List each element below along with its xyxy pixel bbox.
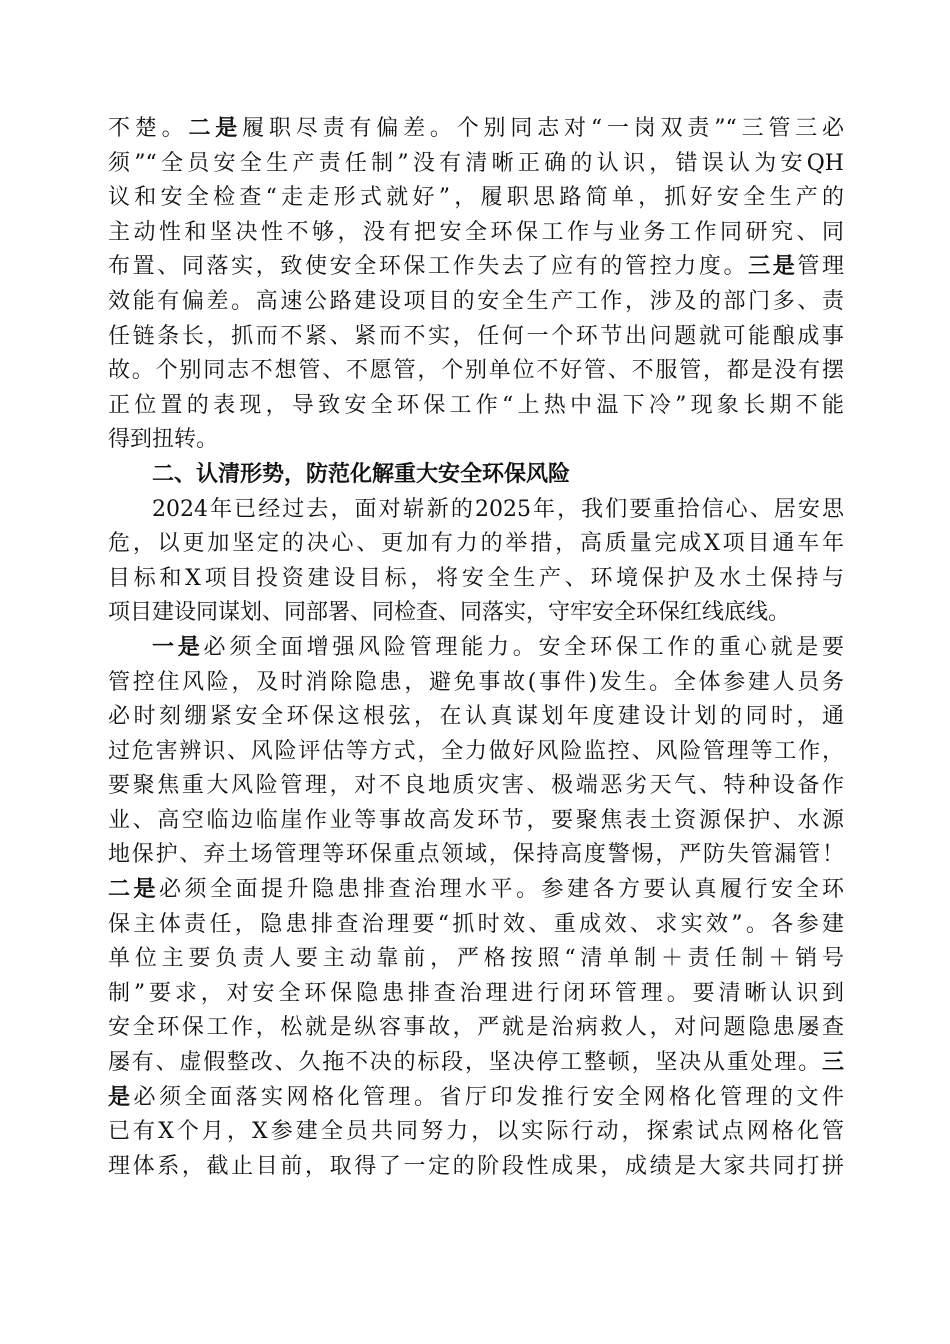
- emphasis-marker: 三是: [748, 254, 798, 280]
- text-line: 项目建设同谋划、同部署、同检查、同落实，守牢安全环保红线底线。: [108, 600, 791, 626]
- emphasis-marker: 二是: [108, 877, 159, 903]
- text-line: 过危害辨识、风险评估等方式，全力做好风险监控、风险管理等工作，: [108, 738, 844, 764]
- text-line: 已有X个月，X参建全员共同努力，以实际行动，探索试点网格化管: [108, 1119, 844, 1145]
- text-line: 单位主要负责人要主动靠前，严格按照“清单制＋责任制＋销号: [108, 946, 844, 972]
- text-line: 议和安全检查“走走形式就好”，履职思路简单，抓好安全生产的: [108, 185, 844, 211]
- text-line: 不楚。二是履职尽责有偏差。个别同志对“一岗双责”“三管三必: [108, 116, 844, 141]
- text-line: 主动性和坚决性不够，没有把安全环保工作与业务工作同研究、同: [108, 219, 844, 245]
- text-line: 正位置的表现，导致安全环保工作“上热中温下冷”现象长期不能: [108, 392, 844, 418]
- emphasis-marker: 三: [821, 1050, 844, 1076]
- text-line: 业、高空临边临崖作业等事故高发环节，要聚焦表土资源保护、水源: [108, 807, 844, 833]
- emphasis-marker: 一是: [152, 634, 204, 660]
- text-line: 理体系，截止目前，取得了一定的阶段性成果，成绩是大家共同打拼: [108, 1153, 844, 1179]
- emphasis-marker: 二是: [188, 116, 243, 141]
- text-line: 得到扭转。: [108, 427, 219, 453]
- text-line: 2024年已经过去，面对崭新的2025年，我们要重拾信心、居安思: [152, 496, 844, 522]
- document-page: [108, 112, 844, 1184]
- text-line: 故。个别同志不想管、不愿管，个别单位不好管、不服管，都是没有摆: [108, 358, 844, 384]
- text-line: 管控住风险，及时消除隐患，避免事故(事件)发生。全体参建人员务: [108, 669, 844, 695]
- text-line: 一是必须全面增强风险管理能力。安全环保工作的重心就是要: [152, 634, 844, 660]
- text-line: 二是必须全面提升隐患排查治理水平。参建各方要认真履行安全环: [108, 877, 844, 903]
- text-line: 危，以更加坚定的决心、更加有力的举措，高质量完成X项目通车年: [108, 531, 844, 557]
- text-line: 制”要求，对安全环保隐患排查治理进行闭环管理。要清晰认识到: [108, 980, 844, 1006]
- text-line: 保主体责任，隐患排查治理要“抓时效、重成效、求实效”。各参建: [108, 911, 844, 937]
- text-line: 效能有偏差。高速公路建设项目的安全生产工作，涉及的部门多、责: [108, 288, 844, 314]
- text-line: 目标和X项目投资建设目标，将安全生产、环境保护及水土保持与: [108, 565, 844, 591]
- text-line: 布置、同落实，致使安全环保工作失去了应有的管控力度。三是管理: [108, 254, 844, 280]
- text-line: 屡有、虚假整改、久拖不决的标段，坚决停工整顿，坚决从重处理。三: [108, 1050, 844, 1076]
- text-line: 必时刻绷紧安全环保这根弦，在认真谋划年度建设计划的同时，通: [108, 704, 844, 730]
- text-line: 是必须全面落实网格化管理。省厅印发推行安全网格化管理的文件: [108, 1084, 844, 1110]
- emphasis-marker: 是: [108, 1084, 134, 1110]
- text-line: 地保护、弃土场管理等环保重点领域，保持高度警惕，严防失管漏管！: [108, 842, 844, 868]
- text-line: 须”“全员安全生产责任制”没有清晰正确的认识，错误认为安QH: [108, 150, 844, 176]
- text-line: 安全环保工作，松就是纵容事故，严就是治病救人，对问题隐患屡查: [108, 1015, 844, 1041]
- text-line: 任链条长，抓而不紧、紧而不实，任何一个环节出问题就可能酿成事: [108, 323, 844, 349]
- text-line: 要聚焦重大风险管理，对不良地质灾害、极端恶劣天气、特种设备作: [108, 773, 844, 799]
- section-heading: 二、认清形势，防范化解重大安全环保风险: [152, 461, 571, 487]
